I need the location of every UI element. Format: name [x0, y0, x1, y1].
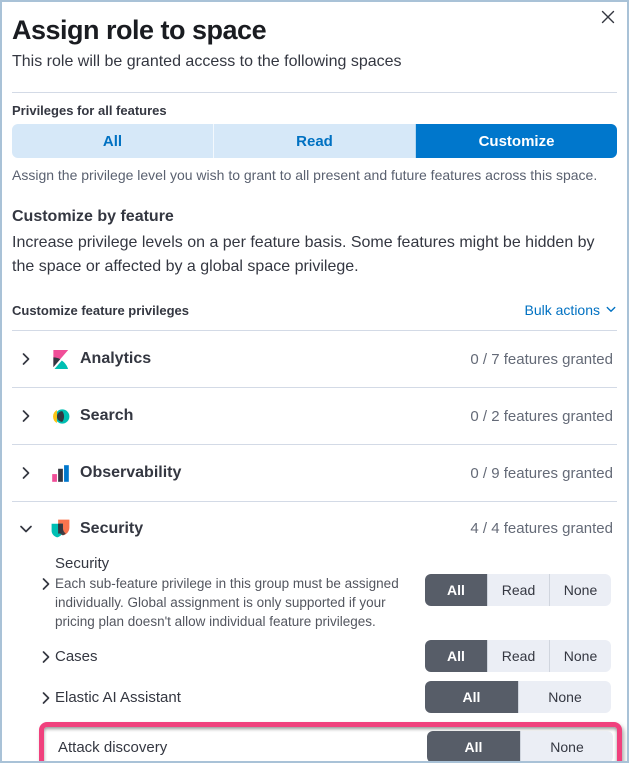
cases-all-button[interactable]: All	[425, 640, 487, 672]
subfeature-label-security: Security	[55, 555, 110, 572]
privileges-label: Privileges for all features	[12, 103, 167, 118]
enterprise-search-logo-icon	[51, 407, 70, 426]
security-subfeatures	[12, 555, 617, 763]
feature-list-header	[12, 302, 617, 318]
feature-name: Security	[80, 519, 144, 537]
cases-privilege-group	[425, 640, 611, 672]
observability-logo-icon	[51, 464, 70, 483]
features-granted-count: 4 / 4 features granted	[470, 520, 613, 537]
privileges-help-text: Assign the privilege level you wish to grant to all present and future features across this space.	[12, 167, 598, 183]
customize-by-feature-heading: Customize by feature	[12, 208, 174, 225]
chevron-right-icon[interactable]	[38, 649, 54, 665]
subfeature-description: Each sub-feature privilege in this group must be assigned individually. Global assignment is only supported if your pricing plan doesn't allow individual feature privileges.	[55, 576, 399, 630]
subfeature-label-attack-discovery: Attack discovery	[58, 738, 168, 756]
security-read-button[interactable]: Read	[487, 574, 549, 606]
feature-row-observability[interactable]	[12, 445, 617, 502]
feature-name: Observability	[80, 464, 182, 481]
privilege-all-button[interactable]: All	[12, 124, 213, 158]
features-granted-count: 0 / 7 features granted	[470, 350, 613, 368]
attack-discovery-none-button[interactable]: None	[520, 731, 613, 763]
bulk-actions-button[interactable]	[525, 302, 617, 318]
customize-by-feature-description: Increase privilege levels on a per feature basis. Some features might be hidden by the space or affected by a global space privilege.	[12, 234, 595, 275]
security-shield-logo-icon	[51, 519, 70, 538]
customize-feature-privileges-label: Customize feature privileges	[12, 302, 189, 318]
chevron-right-icon[interactable]	[38, 576, 54, 592]
security-privilege-group	[425, 574, 611, 606]
ai-assistant-all-button[interactable]: All	[425, 681, 518, 713]
chevron-right-icon[interactable]	[18, 465, 34, 481]
privilege-customize-button[interactable]: Customize	[415, 124, 617, 158]
privilege-button-group	[12, 124, 617, 158]
header-divider	[12, 92, 617, 93]
subfeature-label-elastic-ai-assistant: Elastic AI Assistant	[55, 688, 181, 706]
attack-discovery-privilege-group	[427, 731, 613, 763]
subfeature-row-security	[12, 574, 617, 631]
feature-name: Analytics	[80, 350, 152, 367]
subfeature-label-cases: Cases	[55, 647, 98, 665]
chevron-down-icon	[605, 302, 617, 318]
bulk-actions-label: Bulk actions	[524, 302, 600, 318]
cases-none-button[interactable]: None	[549, 640, 611, 672]
close-button[interactable]	[597, 7, 619, 29]
attack-discovery-all-button[interactable]: All	[427, 731, 520, 763]
dialog-subtitle: This role will be granted access to the following spaces	[12, 53, 402, 70]
features-granted-count: 0 / 2 features granted	[470, 407, 613, 425]
feature-row-search[interactable]	[12, 388, 617, 445]
subfeature-row-elastic-ai-assistant	[12, 681, 617, 713]
cases-read-button[interactable]: Read	[487, 640, 549, 672]
close-icon	[600, 9, 616, 28]
chevron-right-icon[interactable]	[18, 408, 34, 424]
ai-assistant-none-button[interactable]: None	[518, 681, 611, 713]
security-none-button[interactable]: None	[549, 574, 611, 606]
kibana-analytics-logo-icon	[51, 350, 70, 369]
feature-row-security[interactable]	[12, 502, 617, 555]
security-all-button[interactable]: All	[425, 574, 487, 606]
subfeature-row-attack-discovery	[58, 731, 615, 763]
chevron-right-icon[interactable]	[18, 351, 34, 367]
feature-name: Search	[80, 407, 134, 424]
attack-discovery-highlight-annotation	[39, 722, 622, 763]
chevron-down-icon[interactable]	[18, 521, 34, 537]
subfeature-row-cases	[12, 640, 617, 672]
page-title: Assign role to space	[12, 15, 267, 45]
ai-assistant-privilege-group	[425, 681, 611, 713]
chevron-right-icon[interactable]	[38, 690, 54, 706]
feature-row-analytics[interactable]	[12, 331, 617, 388]
privilege-read-button[interactable]: Read	[213, 124, 415, 158]
features-granted-count: 0 / 9 features granted	[470, 464, 613, 482]
